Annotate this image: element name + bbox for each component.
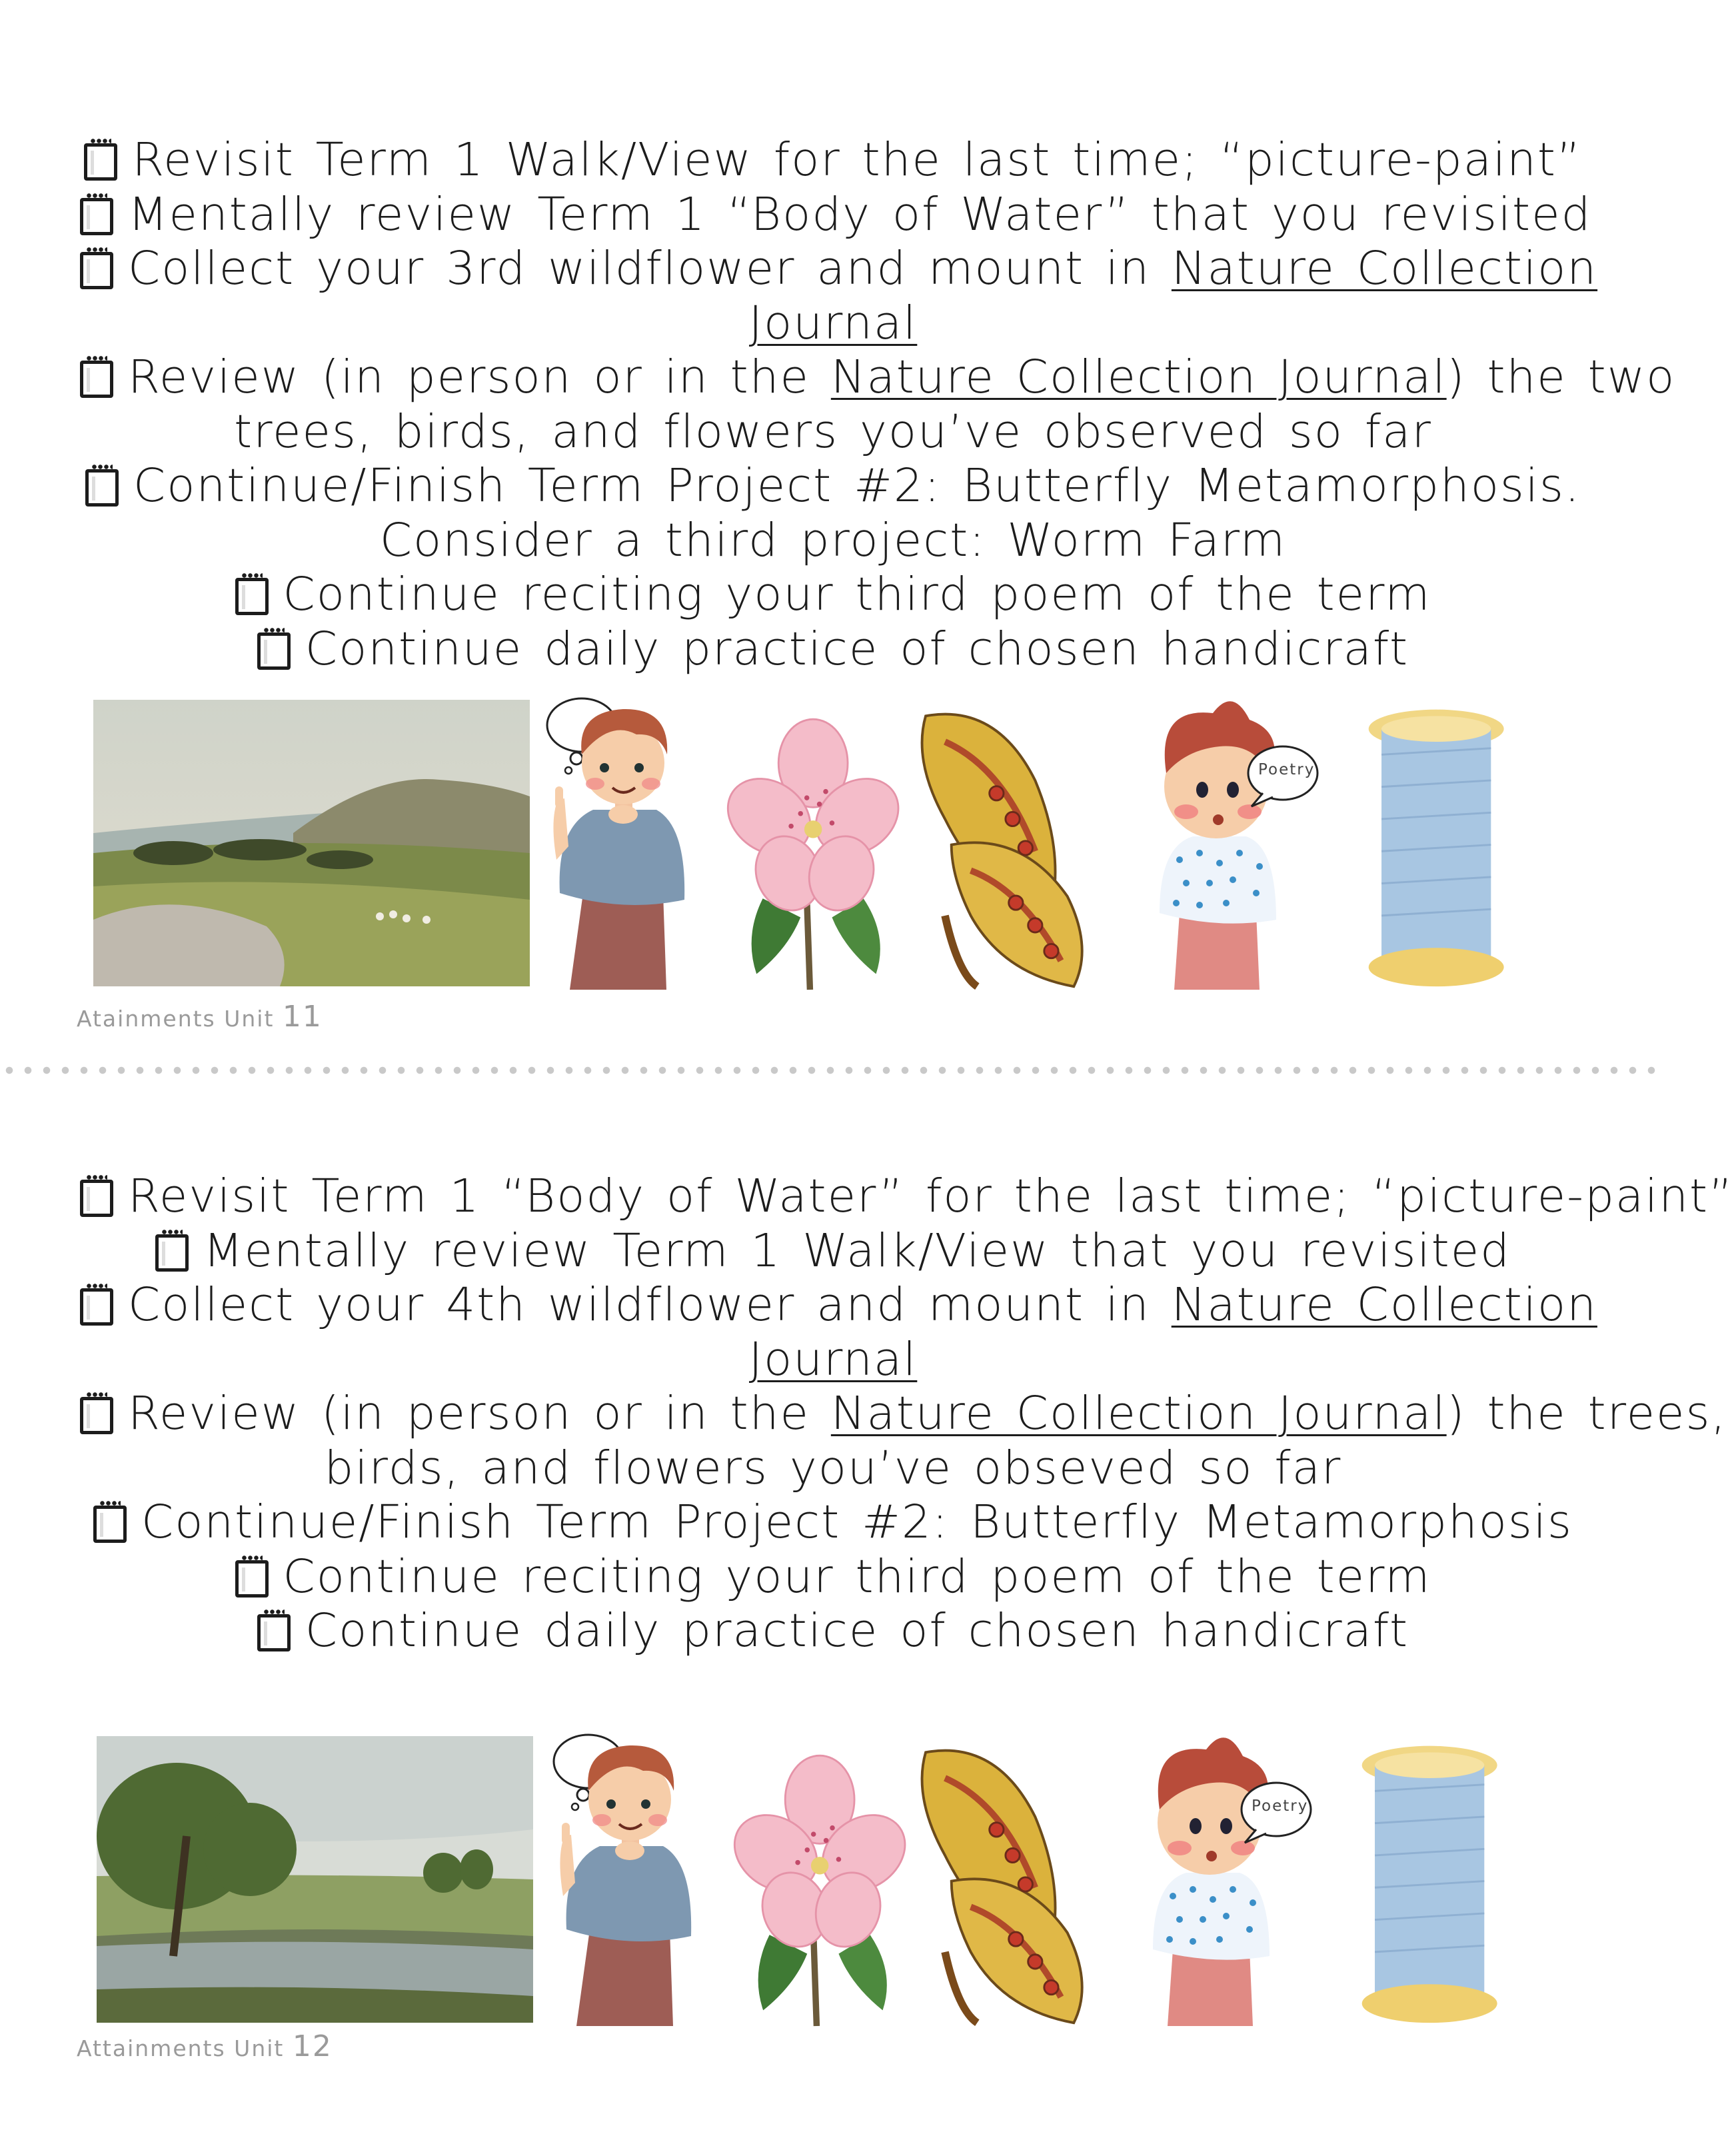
checkbox-icon[interactable] xyxy=(80,1288,113,1326)
checkbox-icon[interactable] xyxy=(84,143,117,181)
checklist-item[interactable]: Collect your 4th wildflower and mount in Nature Collection xyxy=(80,1278,1586,1333)
checkbox-icon[interactable] xyxy=(235,1560,269,1598)
unit-11-section xyxy=(0,0,1676,1066)
illustration-strip xyxy=(0,690,1666,990)
checkbox-icon[interactable] xyxy=(80,1180,113,1217)
checklist-item[interactable]: Continue reciting your third poem of the term xyxy=(80,1550,1586,1605)
pink-flower xyxy=(733,1746,910,2026)
checklist-item[interactable]: Review (in person or in the Nature Collection Journal) the two xyxy=(80,351,1586,405)
checkbox-icon[interactable] xyxy=(235,578,269,615)
butterfly xyxy=(903,703,1103,990)
checkbox-icon[interactable] xyxy=(257,632,291,670)
checklist-continuation: trees, birds, and flowers you’ve observed so far xyxy=(234,405,1432,459)
checkbox-icon[interactable] xyxy=(93,1506,127,1543)
checklist-item[interactable]: Continue/Finish Term Project #2: Butterfly Metamorphosis xyxy=(80,1496,1586,1550)
checklist-continuation: Consider a third project: Worm Farm xyxy=(379,513,1287,567)
underlined-title: Nature Collection xyxy=(1171,242,1598,295)
checkbox-icon[interactable] xyxy=(80,1397,113,1434)
pink-flower xyxy=(726,710,903,990)
landscape-painting xyxy=(97,1736,533,2023)
illustration-strip xyxy=(0,1719,1666,2019)
underlined-title: Journal xyxy=(748,1332,918,1386)
checklist-item[interactable]: Mentally review Term 1 “Body of Water” that you revisited xyxy=(80,188,1586,243)
checklist-item[interactable]: Continue daily practice of chosen handicraft xyxy=(80,1604,1586,1659)
underlined-title: Nature Collection Journal xyxy=(830,351,1447,404)
checklist xyxy=(80,1170,1734,1659)
thinking-boy xyxy=(530,693,703,990)
checkbox-icon[interactable] xyxy=(155,1234,189,1272)
checklist-continuation xyxy=(80,297,1586,351)
thinking-boy xyxy=(536,1729,710,2026)
page-footer: Attainments Unit 12 xyxy=(77,2029,333,2063)
checklist-item[interactable]: Continue daily practice of chosen handicraft xyxy=(80,622,1586,677)
checkbox-icon[interactable] xyxy=(80,361,113,398)
checklist-item[interactable]: Mentally review Term 1 Walk/View that you revisited xyxy=(80,1224,1586,1279)
checklist-item[interactable]: Continue reciting your third poem of the term xyxy=(80,568,1586,622)
page-footer: Atainments Unit 11 xyxy=(77,1000,323,1034)
unit-12-section xyxy=(0,1073,1734,2156)
checkbox-icon[interactable] xyxy=(80,252,113,289)
landscape-painting xyxy=(93,700,530,986)
checklist-continuation xyxy=(80,1333,1586,1388)
checklist-item[interactable]: Collect your 3rd wildflower and mount in Nature Collection xyxy=(80,242,1586,297)
underlined-title: Journal xyxy=(748,296,918,350)
speech-bubble-text: Poetry xyxy=(1258,761,1315,778)
checklist-item[interactable]: Continue/Finish Term Project #2: Butterfly Metamorphosis. xyxy=(80,459,1586,514)
thread-spool xyxy=(1353,1739,1513,2026)
underlined-title: Nature Collection Journal xyxy=(830,1387,1447,1440)
checkbox-icon[interactable] xyxy=(80,198,113,235)
checkbox-icon[interactable] xyxy=(257,1614,291,1651)
checklist-continuation: birds, and flowers you’ve obseved so far xyxy=(324,1441,1342,1495)
talking-boy xyxy=(1133,693,1339,990)
checkbox-icon[interactable] xyxy=(85,469,119,507)
checklist-item[interactable]: Revisit Term 1 “Body of Water” for the last time; “picture-paint” xyxy=(80,1170,1586,1224)
checklist xyxy=(80,133,1676,676)
underlined-title: Nature Collection xyxy=(1171,1278,1597,1332)
butterfly xyxy=(903,1739,1103,2026)
checklist-item[interactable]: Review (in person or in the Nature Collection Journal) the trees, xyxy=(80,1387,1586,1442)
speech-bubble-text: Poetry xyxy=(1252,1797,1309,1815)
checklist-item[interactable]: Revisit Term 1 Walk/View for the last time; “picture-paint” xyxy=(80,133,1586,188)
thread-spool xyxy=(1359,703,1519,990)
talking-boy xyxy=(1126,1729,1333,2026)
